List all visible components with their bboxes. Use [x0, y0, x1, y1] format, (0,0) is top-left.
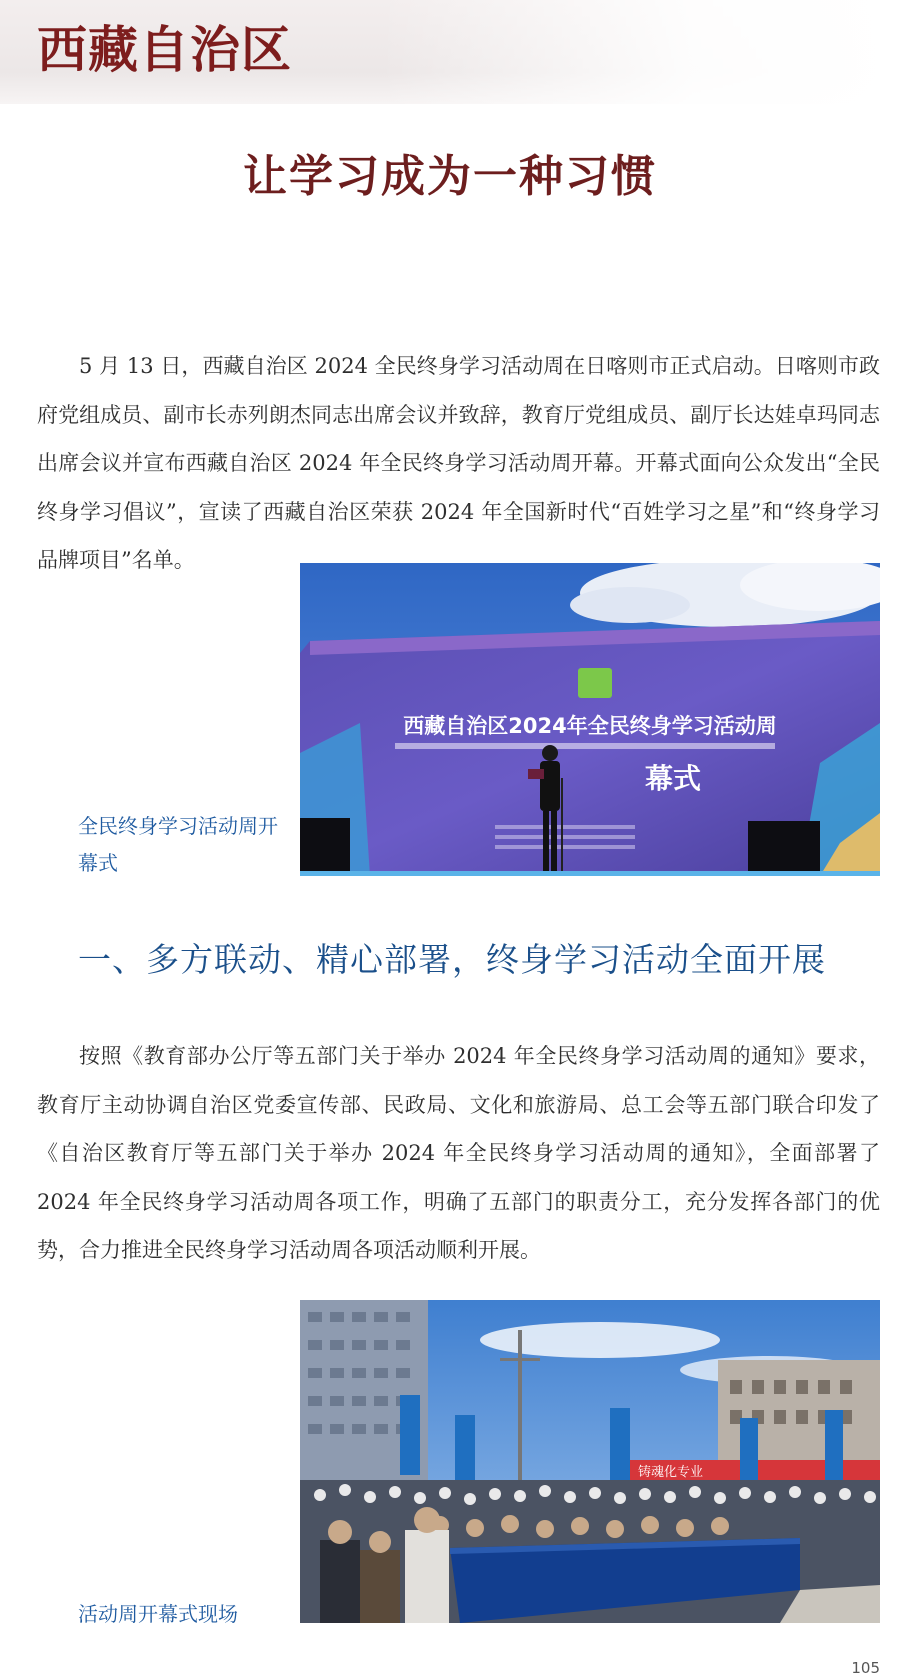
event-scene-caption: 活动周开幕式现场 — [78, 1602, 238, 1626]
opening-ceremony-caption: 全民终身学习活动周开幕式 — [78, 814, 278, 875]
paragraph-deployment: 按照《教育部办公厅等五部门关于举办 2024 年全民终身学习活动周的通知》要求，教育厅主动协调自治区党委宣传部、民政局、文化和旅游局、总工会等五部门联合印发了《自治区教育厅等五部门关于举办 2024 年全民终身学习活动周的通知》，全面部署了 2024 年全民终身学习活动周各项工作，明确了五部门的职责分工，充分发挥各部门的优势，合力推进全民终身学习活动周各项活动顺利开展。 — [37, 1044, 880, 1262]
section-heading: 一、多方联动、精心部署，终身学习活动全面开展 — [78, 940, 826, 979]
stage-title-text: 西藏自治区2024年全民终身学习活动周 — [403, 714, 777, 738]
page-number: 105 — [851, 1659, 880, 1677]
opening-ceremony-photo — [300, 563, 880, 876]
stage-subtitle-text: 幕式 — [645, 762, 702, 795]
red-banner-text: 铸魂化专业 — [638, 1465, 704, 1480]
region-logo: 西藏自治区 — [37, 21, 292, 79]
article-title: 让学习成为一种习惯 — [243, 151, 657, 202]
event-scene-photo — [300, 1300, 880, 1623]
paragraph-intro: 5 月 13 日，西藏自治区 2024 全民终身学习活动周在日喀则市正式启动。日喀则市政府党组成员、副市长赤列朗杰同志出席会议并致辞，教育厅党组成员、副厅长达娃卓玛同志出席会议并宣布西藏自治区 2024 年全民终身学习活动周开幕。开幕式面向公众发出“全民终身学习倡议”，宣读了西藏自治区荣获 2024 年全国新时代“百姓学习之星”和“终身学习品牌项目”名单。 — [37, 354, 880, 572]
